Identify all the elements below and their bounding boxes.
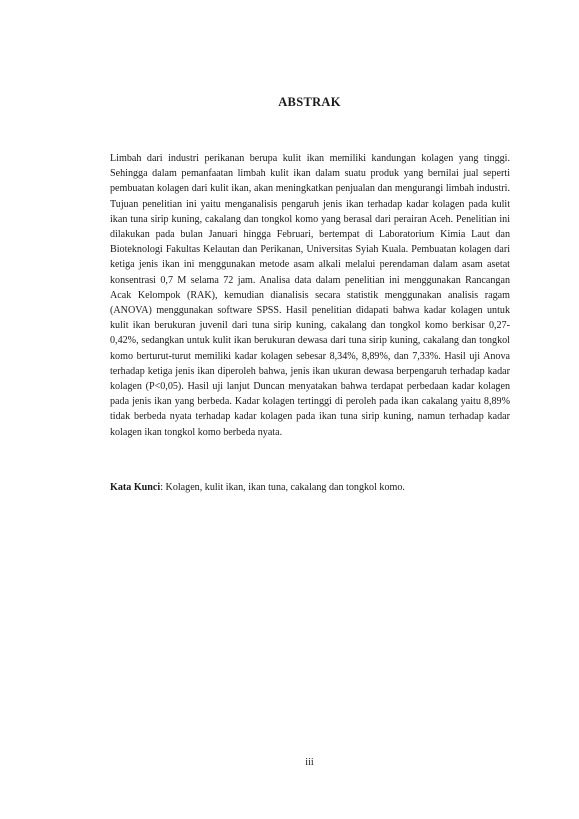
keywords-label: Kata Kunci: [110, 482, 161, 493]
page-title: ABSTRAK: [278, 95, 341, 109]
page-number: iii: [305, 757, 314, 768]
abstract-paragraph: Limbah dari industri perikanan berupa kulit ikan memiliki kandungan kolagen yang tinggi. Sehingga dalam pemanfaatan limbah kulit ikan dalam suatu produk yang bernilai jual seperti pembuatan kolagen dari kulit ikan, akan meningkatkan penjualan dan mengurangi limbah industri. Tujuan penelitian ini yaitu menganalisis pengaruh jenis ikan terhadap kadar kolagen pada kulit ikan tuna sirip kuning, cakalang dan tongkol komo yang berasal dari perairan Aceh. Penelitian ini dilakukan pada bulan Januari hingga Februari, bertempat di Laboratorium Kimia Laut dan Bioteknologi Fakultas Kelautan dan Perikanan, Universitas Syiah Kuala. Pembuatan kolagen dari ketiga jenis ikan ini menggunakan metode asam alkali melalui perendaman dalam asam asetat konsentrasi 0,7 M selama 72 jam. Analisa data dalam penelitian ini menggunakan Rancangan Acak Kelompok (RAK), kemudian dianalisis secara statistik menggunakan analisis ragam (ANOVA) menggunakan software SPSS. Hasil penelitian didapati bahwa kadar kolagen untuk kulit ikan berukuran juvenil dari tuna sirip kuning, cakalang dan tongkol komo berkisar 0,27-0,42%, sedangkan untuk kulit ikan berukuran dewasa dari tuna sirip kuning, cakalang dan tongkol komo berturut-turut memiliki kadar kolagen sebesar 8,34%, 8,89%, dan 7,33%. Hasil uji Anova terhadap ketiga jenis ikan diperoleh bahwa, jenis ikan ukuran dewasa berpengaruh terhadap kadar kolagen (P<0,05). Hasil uji lanjut Duncan menyatakan bahwa terdapat perbedaan kadar kolagen pada jenis ikan yang berbeda. Kadar kolagen tertinggi di peroleh pada ikan cakalang yaitu 8,89% tidak berbeda nyata terhadap kadar kolagen pada ikan tuna sirip kuning, namun terhadap kadar kolagen ikan tongkol komo berbeda nyata.: [110, 153, 510, 438]
keywords-text: : Kolagen, kulit ikan, ikan tuna, cakalang dan tongkol komo.: [160, 482, 405, 493]
keywords-line: [110, 480, 510, 495]
